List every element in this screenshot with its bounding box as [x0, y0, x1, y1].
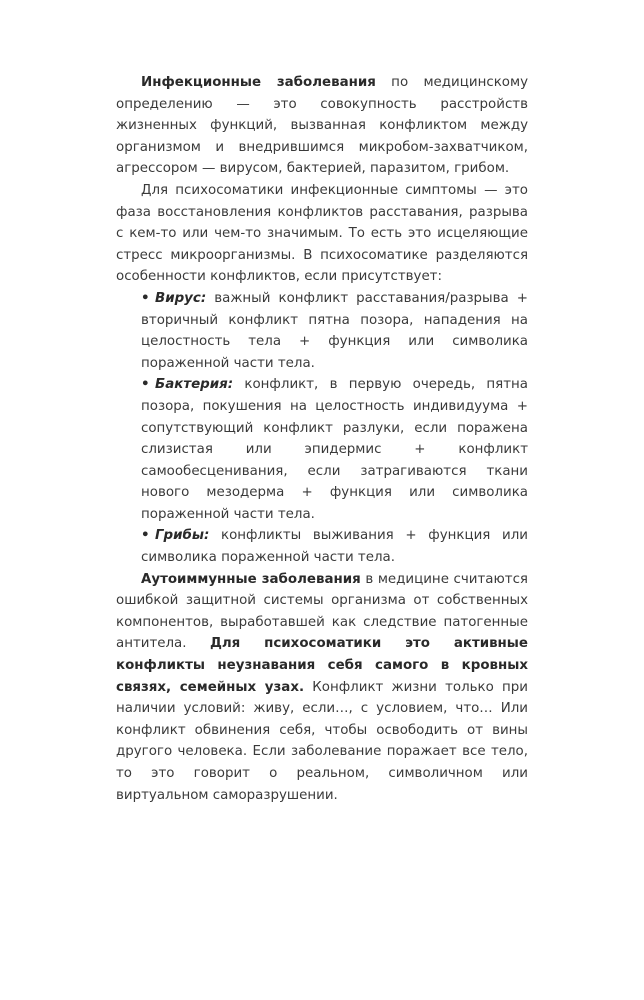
bullet-marker: • — [141, 377, 150, 393]
bullet-item-virus — [116, 288, 528, 374]
term-autoimmune-diseases: Аутоиммунные заболевания — [141, 571, 361, 587]
paragraph-psychosomatic-phase — [116, 180, 528, 288]
paragraph-text: в медицине считаются ошибкой защитной системы организма от собственных компонентов, выработавшей как следствие патогенные антитела. — [116, 571, 528, 652]
term-fungi: Грибы: — [155, 528, 210, 544]
term-virus: Вирус: — [155, 290, 207, 306]
highlighted-statement: Для психосоматики это активные конфликты неузнавания себя самого в кровных связях, семейных узах. — [116, 636, 528, 695]
bullet-item-fungi — [116, 525, 528, 568]
bullet-text: конфликты выживания + функция или символика пораженной части тела. — [141, 528, 528, 566]
paragraph-infection-definition — [116, 72, 528, 180]
bullet-text: конфликт, в первую очередь, пятна позора, покушения на целостность индивидуума + сопутствующий конфликт разлуки, если поражена слизистая или эпидермис + конфликт самообесценивания, если затрагиваются ткани нового мезодерма + функция или символика пораженной части тела. — [141, 377, 528, 522]
bullet-text: важный конфликт расставания/разрыва + вторичный конфликт пятна позора, нападения на целостность тела + функция или символика пораженной части тела. — [141, 290, 528, 371]
page-body — [116, 72, 528, 806]
bullet-marker: • — [141, 290, 150, 306]
paragraph-text: по медицинскому определению — это совокупность расстройств жизненных функций, вызванная конфликтом между организмом и внедрившимся микробом-захватчиком, агрессором — вирусом, бактерией, паразитом, грибом. — [116, 75, 528, 177]
paragraph-autoimmune — [116, 569, 528, 807]
paragraph-text: Конфликт жизни только при наличии условий: живу, если…, с условием, что… Или конфликт обвинения себя, чтобы освободить от вины другого человека. Если заболевание поражает все тело, то это говорит о реальном, символичном или виртуальном саморазрушении. — [116, 679, 528, 803]
bullet-marker: • — [141, 528, 150, 544]
term-infectious-diseases: Инфекционные заболевания — [141, 75, 376, 90]
term-bacteria: Бактерия: — [155, 377, 234, 393]
paragraph-text: Для психосоматики инфекционные симптомы — это фаза восстановления конфликтов расставания, разрыва с кем-то или чем-то значимым. То есть это исцеляющие стресс микроорганизмы. В психосоматике разделяются особенности конфликтов, если присутствует: — [116, 182, 528, 285]
bullet-item-bacteria — [116, 374, 528, 525]
